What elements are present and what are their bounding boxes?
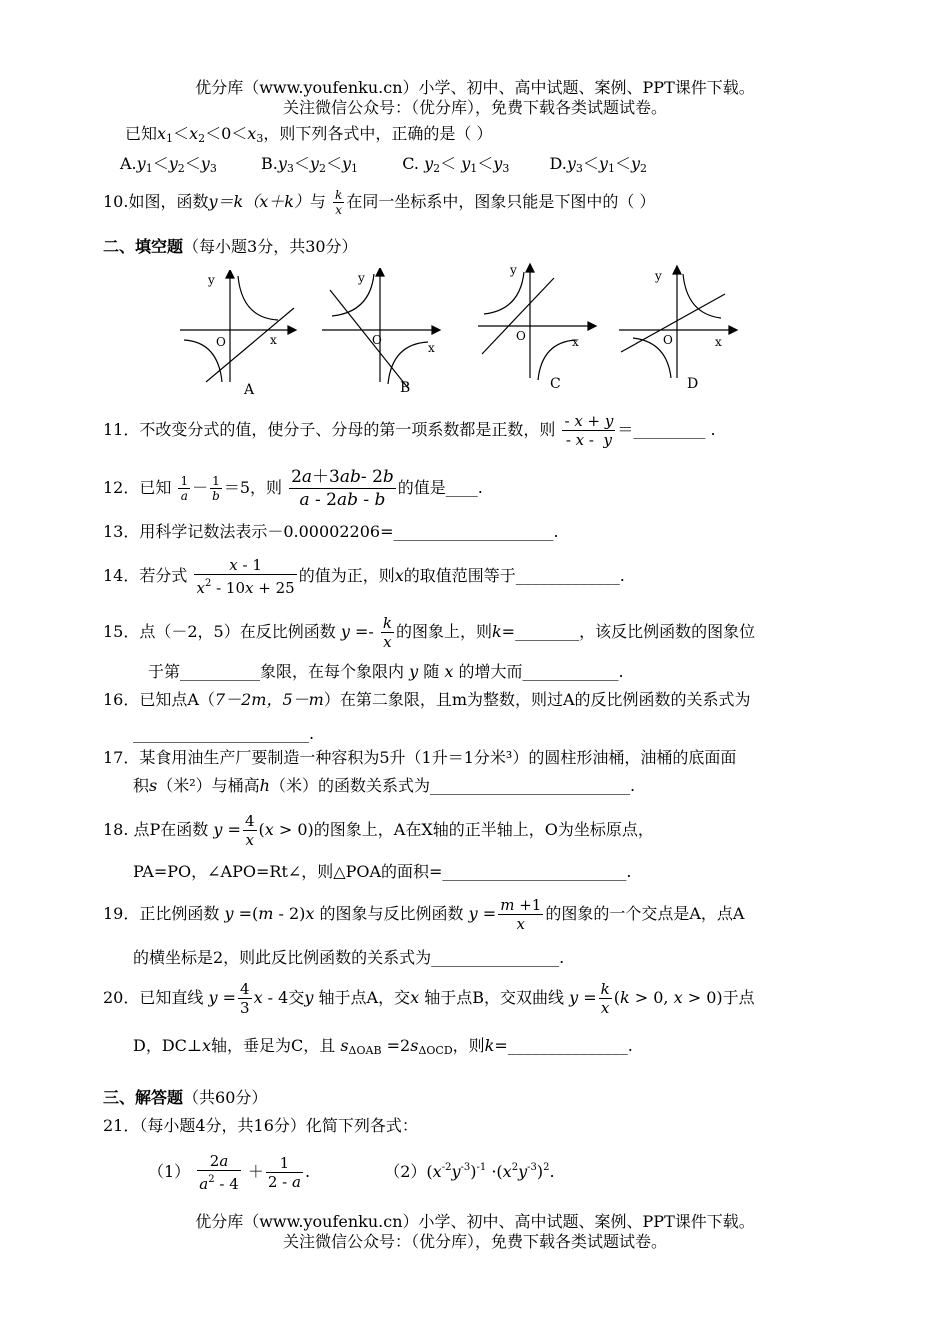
section-2-title: 二、填空题（每小题3分，共30分） (103, 237, 358, 256)
q9-stem-b: ，则下列各式中，正确的是（ ） (263, 124, 493, 143)
q20-line-2: D，DC⊥x轴，垂足为C，且 $s_{\Delta OAB} =2s_{\Delta OCD}$，则k=_______________. (133, 1036, 633, 1057)
graph-b-origin: O (372, 333, 382, 347)
footer-line-2: 关注微信公众号：（优分库），免费下载各类试题试卷。 (282, 1232, 667, 1251)
q9-choice-a: $A.y_1<y_2<y_3$ (120, 154, 217, 175)
graph-a-label: A (244, 382, 255, 398)
q9-choices (120, 154, 647, 179)
q21-parts (148, 1144, 555, 1196)
graph-b-y-label: y (358, 271, 365, 285)
graph-c-y-label: y (510, 263, 517, 277)
q16-line-2: ______________________. (133, 724, 315, 743)
q13: 13．用科学记数法表示－0.00002206=____________________. (103, 522, 559, 541)
q9-choice-b: $B.y_3<y_2<y_1$ (261, 154, 359, 175)
graph-d-label: D (687, 376, 699, 392)
q11: 11．不改变分式的值，使分子、分母的第一项系数都是正数，则 $\frac{- x + y}{- x - y}$ ＝_________ . (103, 412, 716, 449)
q17-line-2: 积s（米²）与桶高h（米）的函数关系式为_________________________. (133, 776, 636, 795)
graph-c-label: C (550, 376, 561, 392)
footer-line-1: 优分库（www.youfenku.cn）小学、初中、高中试题、案例、PPT课件下载。 (195, 1212, 755, 1231)
q21-stem: 21．（每小题4分，共16分）化简下列各式： (103, 1116, 418, 1135)
q9-choice-c: C. $y_2< y_1<y_3$ (402, 154, 510, 175)
q18-line-2: PA=PO，∠APO=Rt∠，则△POA的面积=_______________________. (133, 862, 632, 881)
graph-a-origin: O (216, 335, 226, 349)
q20-line-1: 20．已知直线 y = $\frac{4}{3}$ x - 4交y 轴于点A，交x 轴于点B，交双曲线 y = $\frac{k}{x}$ (k > 0, x > 0)于点 (103, 980, 755, 1017)
section-3-title: 三、解答题（共60分） (103, 1088, 268, 1107)
graph-b-label: B (400, 380, 411, 396)
header-line-1: 优分库（www.youfenku.cn）小学、初中、高中试题、案例、PPT课件下载。 (195, 78, 755, 97)
q18-line-1: 18. 点P在函数 y = $\frac{4}{x}$ (x > 0)的图象上，A在X轴的正半轴上，O为坐标原点， (103, 812, 654, 849)
graph-b (320, 268, 450, 398)
q15-line-2: 于第__________象限，在每个象限内 y 随 x 的增大而____________. (148, 662, 624, 681)
graph-c (476, 262, 606, 392)
q14: 14．若分式 $\frac{x - 1}{x^2 - 10x + 25}$ 的值为正，则x的取值范围等于_____________. (103, 556, 625, 597)
graph-d-y-label: y (655, 269, 662, 283)
q19-line-1: 19．正比例函数 y =(m - 2)x 的图象与反比例函数 y = $\frac{m +1}{x}$ 的图象的一个交点是A，点A (103, 896, 745, 933)
graph-a-y-label: y (208, 273, 215, 287)
q10-function: y＝k（x＋k） (208, 192, 310, 211)
graph-c-x-label: x (572, 335, 579, 349)
q15-line-1: 15．点（－2，5）在反比例函数 y =- $\frac{k}{x}$ 的图象上，则k=________，该反比例函数的图象位 (103, 614, 756, 651)
q12: 12．已知 $\frac{1}{a}$ － $\frac{1}{b}$ ＝5，则 $\frac{2a+3ab- 2b}{a - 2ab - b}$ 的值是____. (103, 467, 483, 510)
q9-stem: 已知$x_1<x_2<0<x_3$，则下列各式中，正确的是（ ） (125, 124, 493, 145)
graph-a (178, 270, 308, 398)
q9-choice-d: $D.y_3<y_1<y_2$ (549, 154, 648, 175)
graph-b-x-label: x (428, 341, 435, 355)
q21-part-1: （1） $\frac{2a}{a^2 - 4}$ ＋ $\frac{1}{2 - a}$ . (148, 1152, 316, 1193)
q9-stem-a: 已知 (125, 124, 158, 143)
header-line-2: 关注微信公众号：（优分库），免费下载各类试题试卷。 (282, 98, 667, 117)
q17-line-1: 17．某食用油生产厂要制造一种容积为5升（1升＝1分米³）的圆柱形油桶，油桶的底面面 (103, 748, 737, 767)
graph-a-x-label: x (270, 333, 277, 347)
q19-line-2: 的横坐标是2，则此反比例函数的关系式为________________. (133, 948, 565, 967)
q16-line-1: 16．已知点A（7－2m，5－m）在第二象限，且m为整数，则过A的反比例函数的关系式为 (103, 690, 751, 709)
q10-text: 10.如图，函数y＝k（x＋k）与 $\frac{k}{x}$ 在同一坐标系中，图象只能是下图中的（ ） (103, 188, 656, 217)
q21-part-2: $(2)(x^{-2}y^{-3})^{-1} \cdot(x^2y^{-3})^2$. (384, 1162, 555, 1181)
graph-d (617, 264, 747, 394)
graph-d-x-label: x (715, 335, 722, 349)
graph-d-origin: O (663, 333, 673, 347)
graph-c-origin: O (516, 329, 526, 343)
